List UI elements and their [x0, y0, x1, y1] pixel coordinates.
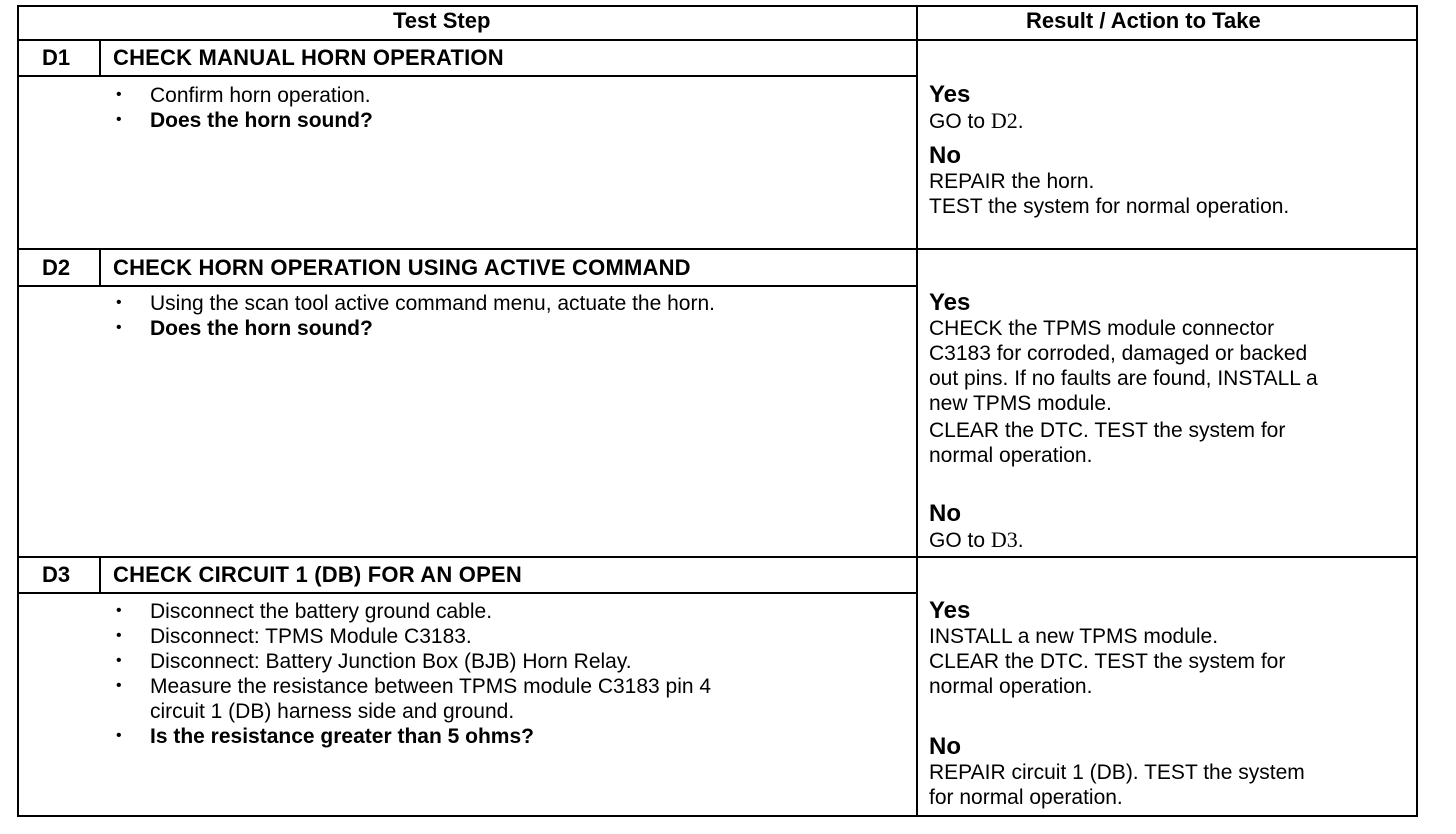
d2-id-divider — [99, 249, 101, 286]
d2-no-action: GO to D3. — [929, 527, 1024, 552]
d1-no-label: No — [929, 142, 961, 169]
d1-no-line-1: REPAIR the horn. — [929, 170, 1095, 193]
d1-bullet-1: Confirm horn operation. — [150, 84, 371, 107]
d2-yes-line-1: CHECK the TPMS module connector — [929, 317, 1275, 340]
d3-yes-label: Yes — [929, 597, 971, 624]
d2-yes-line-6: normal operation. — [929, 444, 1093, 467]
d1-yes-target-link[interactable]: D2 — [990, 108, 1018, 133]
d1-id-divider — [99, 40, 101, 76]
step-title-d3: CHECK CIRCUIT 1 (DB) FOR AN OPEN — [113, 562, 522, 587]
step-title-d2: CHECK HORN OPERATION USING ACTIVE COMMAND — [113, 255, 691, 280]
d3-bullet-1: Disconnect the battery ground cable. — [150, 600, 493, 623]
d1-yes-action: GO to D2. — [929, 108, 1024, 133]
bullet-marker: • — [116, 602, 122, 619]
d2-yes-line-4: new TPMS module. — [929, 392, 1112, 415]
d1-no-line-2: TEST the system for normal operation. — [929, 195, 1290, 218]
header-divider — [17, 39, 1418, 41]
step-id-d2: D2 — [42, 255, 71, 280]
step-id-d3: D3 — [42, 562, 71, 587]
step-id-d1: D1 — [42, 45, 71, 70]
d1-yes-prefix: GO to — [929, 110, 986, 133]
d3-title-divider — [17, 592, 918, 594]
bullet-marker: • — [116, 727, 122, 744]
d1-yes-label: Yes — [929, 81, 971, 108]
d1-title-divider — [17, 75, 918, 77]
d3-yes-line-3: normal operation. — [929, 675, 1093, 698]
d2-yes-label: Yes — [929, 289, 971, 316]
d2-title-divider — [17, 285, 918, 287]
d3-no-line-2: for normal operation. — [929, 786, 1123, 809]
bullet-marker: • — [116, 627, 122, 644]
header-result-action: Result / Action to Take — [1026, 8, 1261, 33]
d3-no-line-1: REPAIR circuit 1 (DB). TEST the system — [929, 761, 1305, 784]
row-divider-d1 — [17, 248, 1418, 250]
d3-yes-line-1: INSTALL a new TPMS module. — [929, 625, 1219, 648]
d2-yes-line-3: out pins. If no faults are found, INSTALL a — [929, 367, 1318, 390]
step-title-d1: CHECK MANUAL HORN OPERATION — [113, 45, 504, 70]
bullet-marker: • — [116, 677, 122, 694]
bullet-marker: • — [116, 652, 122, 669]
d3-bullet-4: Measure the resistance between TPMS module C3183 pin 4 — [150, 675, 712, 698]
d2-bullet-1: Using the scan tool active command menu, actuate the horn. — [150, 292, 715, 315]
bullet-marker: • — [116, 111, 122, 128]
d2-yes-line-2: C3183 for corroded, damaged or backed — [929, 342, 1308, 365]
column-divider — [916, 5, 918, 817]
d2-no-target-link[interactable]: D3 — [990, 527, 1018, 552]
bullet-marker: • — [116, 319, 122, 336]
bullet-marker: • — [116, 86, 122, 103]
d3-no-label: No — [929, 733, 961, 760]
row-divider-d2 — [17, 556, 1418, 558]
d3-id-divider — [99, 557, 101, 593]
d2-bullet-2: Does the horn sound? — [150, 317, 373, 340]
d3-bullet-5: Is the resistance greater than 5 ohms? — [150, 725, 534, 748]
d3-bullet-2: Disconnect: TPMS Module C3183. — [150, 625, 472, 648]
d3-bullet-4-cont: circuit 1 (DB) harness side and ground. — [150, 700, 515, 723]
d3-bullet-3: Disconnect: Battery Junction Box (BJB) Horn Relay. — [150, 650, 632, 673]
d2-yes-line-5: CLEAR the DTC. TEST the system for — [929, 419, 1286, 442]
d3-yes-line-2: CLEAR the DTC. TEST the system for — [929, 650, 1286, 673]
d1-bullet-2: Does the horn sound? — [150, 109, 373, 132]
d2-no-prefix: GO to — [929, 529, 986, 552]
header-test-step: Test Step — [393, 8, 491, 33]
d2-no-label: No — [929, 500, 961, 527]
bullet-marker: • — [116, 294, 122, 311]
